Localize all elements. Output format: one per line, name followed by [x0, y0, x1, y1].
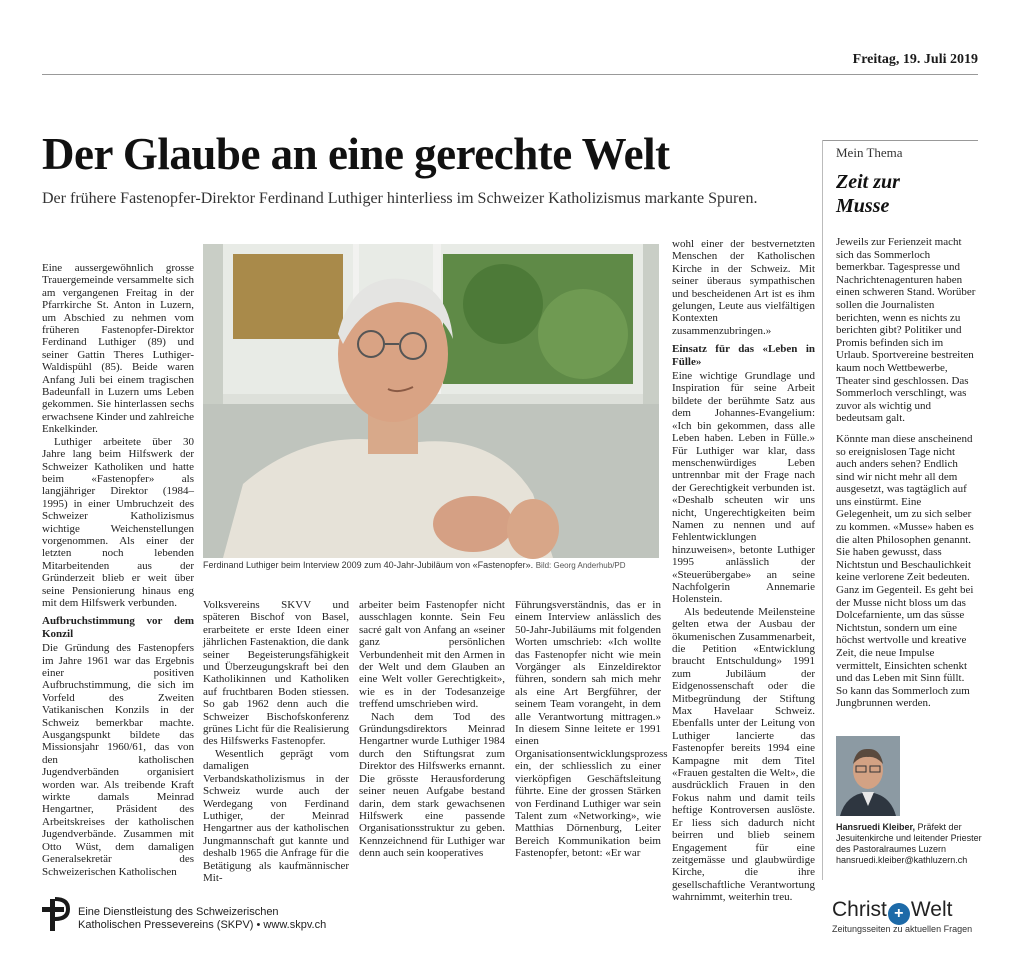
paragraph: Könnte man diese anscheinend so ereignislosen Tage nicht auch anders sehen? Endlich sind wir nicht mehr all dem ausgesetzt, was tagtäglich auf uns einstürmt. Eine Gelegenheit, um zu sich selber zu kommen. «Musse» haben es die alten Philosophen genannt. Sie haben gewusst, dass Nichtstun und Beschaulichkeit keine verlorene Zeit bedeuten. Ganz im Gegenteil. Es geht bei der Musse nicht bloss um das Dolcefarniente, um das süsse Nichtstun, sondern um eine höchst wertvolle und kreative Zeit, die neue Impulse vermittelt, Einsichten schenkt und das Leben mit Sinn füllt. So kann das Sommerloch zum Jungbrunnen werden.: [836, 432, 974, 710]
skpv-logo-icon: [40, 897, 70, 931]
article-column-1: [42, 262, 194, 882]
footer-line-1: Eine Dienstleistung des Schweizerischen: [78, 906, 279, 918]
author-avatar: [836, 736, 900, 816]
paragraph: Eine wichtige Grundlage und Inspiration für seine Arbeit bildete der berühmte Satz aus dem Johannes-Evangelium: «Ich bin gekommen, dass alle Leben haben. Leben in Fülle.» Für Luthiger war klar, dass menschenwürdiges Leben untrennbar mit der Frage nach der Gerechtigkeit verbunden ist. «Deshalb scheuten wir uns nicht, Ungerechtigkeiten beim Namen zu nennen und auf Fehlentwicklungen hinzuweisen», betonte Luthiger 1995 anlässlich der «Steuerübergabe» an seine Nachfolgerin Annemarie Holenstein.: [672, 370, 815, 606]
photo-caption: [203, 560, 663, 570]
top-rule: [42, 74, 978, 75]
sidebar-kicker: Mein Thema: [836, 145, 903, 160]
brand-right: Welt: [910, 898, 953, 921]
footer-publisher-note: [78, 906, 326, 932]
brand-logo: [832, 898, 952, 925]
article-subtitle: Der frühere Fastenopfer-Direktor Ferdinand Luthiger hinterliess im Schweizer Katholizismus markante Spuren.: [42, 190, 758, 207]
paragraph: Als bedeutende Meilensteine gelten etwa der Ausbau der ökumenischen Zusammenarbeit, die Petition «Entwicklung braucht Entschuldung» 1991 zum Jubiläum der Eidgenossenschaft oder die Mitbegründung der Stiftung Max Havelaar Schweiz. Ebenfalls unter der Leitung von Luthiger lancierte das Fastenopfer bereits 1994 eine Kampagne mit dem Titel «Frauen gestalten die Welt», die ausdrücklich Frauen in den Fokus nahm und damit teils heftige Kontroversen auslöste. Er liess sich dadurch nicht beirren und blieb seinem Engagement für eine zeitgemässe und glaubwürdige Kirche, die ihre gesellschaftliche Verantwortung wahrnimmt, weiterhin treu.: [672, 605, 815, 904]
paragraph: Jeweils zur Ferienzeit macht sich das Sommerloch bemerkbar. Tagespresse und Nachrichtenagenturen haben einen schweren Stand. Worüber sollen die Journalisten berichten, wenn es nichts zu berichten gibt? Politiker und Promis befinden sich im Urlaub. Sportvereine bestreiten kaum noch Wettbewerbe, Theater sind geschlossen. Das Sommerloch verschlingt, was zuvor als wichtig und bedeutsam galt.: [836, 236, 976, 425]
author-name: Hansruedi Kleiber,: [836, 822, 916, 832]
paragraph: wohl einer der bestvernetzten Menschen der Katholischen Kirche in der Schweiz. Mit seiner überaus sympathischen und bescheidenen Art ist es ihm gelungen, Leute aus vielfältigen Kontexten zusammenzubringen.»: [672, 238, 815, 337]
brand-left: Christ: [832, 898, 887, 921]
paragraph: Nach dem Tod des Gründungsdirektors Meinrad Hengartner wurde Luthiger 1984 durch den Stiftungsrat zum Direktor des Hilfswerks ernannt. Die grösste Herausforderung seiner neuen Aufgabe bestand darin, dem stark gewachsenen Hilfswerk eine passende Organisationsstruktur zu geben. Kennzeichnend für Luthiger war denn auch sein kooperatives: [359, 710, 505, 860]
sidebar-title-line-1: Zeit zur: [836, 171, 900, 193]
section-heading: Einsatz für das «Leben in Fülle»: [672, 343, 815, 368]
paragraph: arbeiter beim Fastenopfer nicht ausschlagen konnte. Sein Feu sacré galt von Anfang an «seiner ganz persönlichen Verbundenheit mit den Armen in der Welt und dem Glauben an eine Welt voller Gerechtigkeit», wie es in der Todesanzeige treffend umschrieben wird.: [359, 599, 505, 711]
author-caption: [836, 822, 996, 866]
sidebar-top-rule: [822, 140, 978, 141]
article-column-4: [515, 599, 668, 881]
paragraph: Eine aussergewöhnlich grosse Trauergemeinde versammelte sich am vergangenen Freitag in der Pfarrkirche St. Anton in Luzern, um Abschied zu nehmen vom früheren Fastenopfer-Direktor Ferdinand Luthiger (89) und seiner Gattin Theres Luthiger-Waldispühl (85). Beide waren Anfang Juli bei einem tragischen Badeunfall in Luzern ums Leben gekommen. Sie hinterlassen sechs erwachsene Kinder und zahlreiche Enkelkinder.: [42, 262, 194, 436]
brand-tagline: Zeitungsseiten zu aktuellen Fragen: [832, 924, 973, 934]
brand-cross-icon: +: [888, 903, 910, 925]
photo-caption-text: Ferdinand Luthiger beim Interview 2009 zum 40-Jahr-Jubiläum von «Fastenopfer».: [203, 560, 534, 570]
article-headline: Der Glaube an eine gerechte Welt: [42, 129, 670, 179]
author-portrait: [836, 736, 900, 816]
article-column-2: [203, 599, 350, 884]
author-email[interactable]: hansruedi.kleiber@kathluzern.ch: [836, 855, 968, 865]
portrait-illustration: [203, 244, 659, 558]
paragraph: Wesentlich geprägt vom damaligen Verbandskatholizismus in der Schweiz wurde auch der Werdegang von Ferdinand Luthiger, der Meinrad Hengartner aus der katholischen Jungmannschaft gut kannte und deshalb 1965 die Anfrage für die Betätigung als kaufmännischer Mit-: [203, 747, 349, 884]
issue-date: Freitag, 19. Juli 2019: [852, 52, 978, 67]
footer-line-2: Katholischen Pressevereins (SKPV) • www.skpv.ch: [78, 919, 327, 931]
author-role: Präfekt der Jesuitenkirche und leitender Priester des Pastoralraumes Luzern: [836, 822, 982, 854]
paragraph: Volksvereins SKVV und späteren Bischof von Basel, erarbeitete er erste Ideen einer jährlichen Fastenaktion, die dank seiner Begeisterungsfähigkeit und Überzeugungskraft bei den Katholikinnen und Katholiken auf fruchtbaren Boden stiessen. So gab 1962 denn auch die Schweizer Bischofskonferenz grünes Licht für die Realisierung des Hilfswerks Fastenopfer.: [203, 599, 350, 748]
photo-credit: Bild: Georg Anderhub/PD: [535, 561, 626, 570]
paragraph: Die Gründung des Fastenopfers im Jahre 1961 war das Ergebnis einer positiven Aufbruchstimmung, die sich im Vorfeld des Zweiten Vatikanischen Konzils in der Schweiz bemerkbar machte. Ausgangspunkt bildete das Missionsjahr 1960/61, das von den katholischen Jugendverbänden organisiert worden war. Als treibende Kraft wirkte damals Meinrad Hengartner, Präsident des Arbeitskreises der katholischen Jugendverbände. Zusammen mit Otto Wüst, dem damaligen Generalsekretär des Schweizerischen Katholischen: [42, 642, 194, 878]
article-column-5: [672, 238, 815, 904]
article-column-3: [359, 599, 505, 881]
paragraph: Führungsverständnis, das er in einem Interview anlässlich des 50-Jahr-Jubiläums mit folgenden Worten umschrieb: «Ich wollte das Fastenopfer nicht wie mein Vorgänger als Einzeldirektor führen, sondern sah mich mehr als eine Art Bergführer, der seinem Team vorangeht, in dem alle Verantwortung mittragen.» In diesem Sinne leitete er 1991 einen Organisationsentwicklungsprozess ein, der schliesslich zu einer vierköpfigen Geschäftsleitung führte. Eine der grossen Stärken von Ferdinand Luthiger war sein Talent zum «Networking», wie Matthias Dörnenburg, Leiter Bereich Kommunikation beim Fastenopfer, betont: «Er war: [515, 599, 668, 860]
sidebar-text: [836, 236, 976, 726]
sidebar-title-line-2: Musse: [836, 195, 890, 217]
section-heading: Aufbruchstimmung vor dem Konzil: [42, 615, 194, 640]
paragraph: Luthiger arbeitete über 30 Jahre lang beim Hilfswerk der Schweizer Katholiken und hatte beim «Fastenopfer» als langjähriger Direktor (1984–1995) in einer Umbruchzeit des Schweizer Katholizismus wichtige Weichenstellungen vorgenommen. Als einer der letzten noch lebenden Mitarbeitenden aus der Gründerzeit blieb er weit über seine Pensionierung hinaus eng mit dem Hilfswerk verbunden.: [42, 435, 194, 609]
sidebar-divider: [822, 140, 823, 880]
article-photo: [203, 244, 659, 558]
sidebar-title: [836, 170, 900, 218]
